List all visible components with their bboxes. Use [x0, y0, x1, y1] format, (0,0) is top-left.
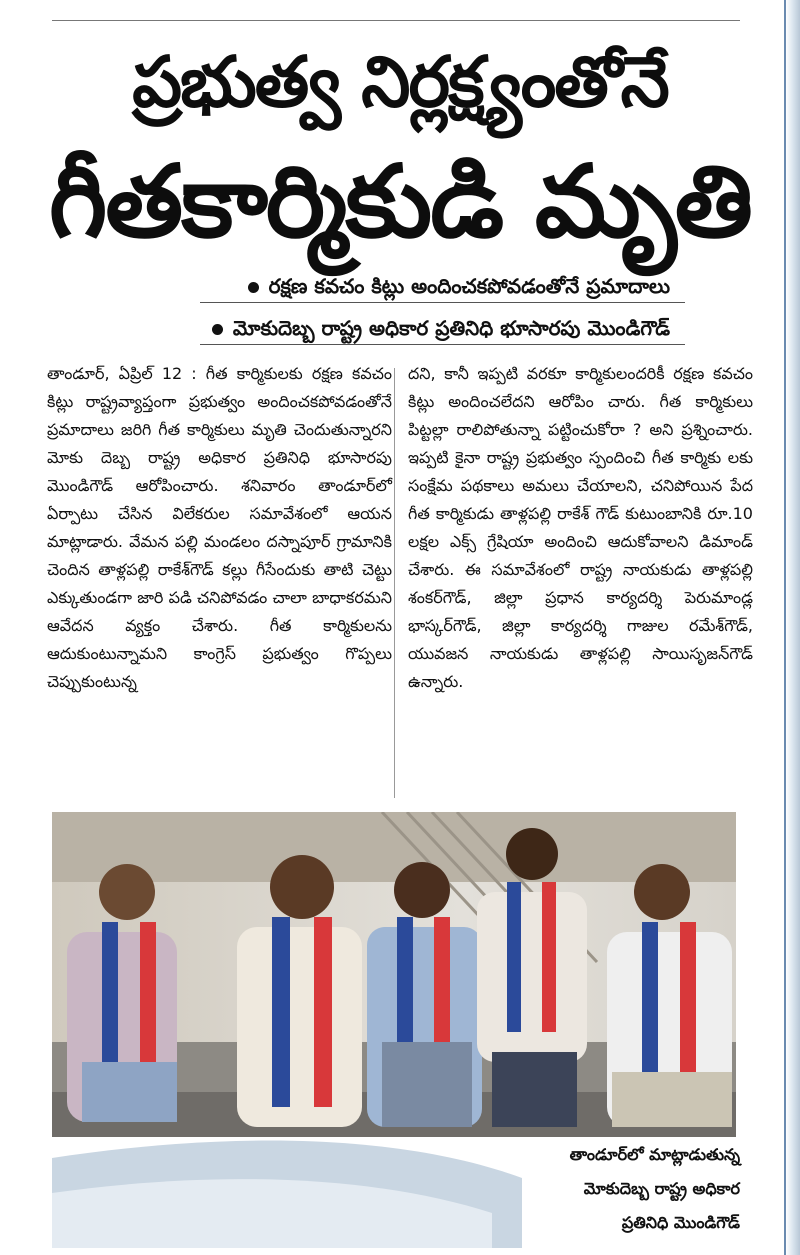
page-edge-shadow	[786, 0, 800, 1255]
subhead-1-text: రక్షణ కవచం కిట్లు అందించకపోవడంతోనే ప్రమాదాలు	[268, 274, 670, 298]
news-photo	[52, 812, 736, 1137]
column-divider	[394, 368, 395, 798]
article-column-right: దని, కానీ ఇప్పటి వరకూ కార్మికులందరికీ రక్షణ కవచం కిట్లు అందించలేదని ఆరోపిం చారు. గీత కార్మికులు పిట్టల్లా రాలిపోతున్నా పట్టించుకోరా ? అని ప్రశ్నించారు. ఇప్పటి కైనా రాష్ట్ర ప్రభుత్వం స్పందించి గీత కార్మికు లకు సంక్షేమ పథకాలు అమలు చేయాలని, చనిపోయిన పేద గీత కార్మికుడు తాళ్లపల్లి రాకేశ్ గౌడ్ కుటుంబానికి రూ.10 లక్షల ఎక్స్ గ్రేషియా అందించి ఆదుకోవాలని డిమాండ్ చేశారు. ఈ సమావేశంలో రాష్ట్ర నాయకుడు తాళ్లపల్లి శంకర్‌గౌడ్, జిల్లా ప్రధాన కార్యదర్శి పెరుమాండ్ల భాస్కర్‌గౌడ్, జిల్లా కార్యదర్శి గాజుల రమేశ్‌గౌడ్, యువజన నాయకుడు తాళ్లపల్లి సాయిసృజన్‌గౌడ్ ఉన్నారు.	[408, 364, 753, 691]
headline-line-2: గీతకార్మికుడి మృతి	[48, 143, 751, 260]
subhead-2	[212, 312, 670, 344]
subhead-2-text: మోకుదెబ్బ రాష్ట్ర అధికార ప్రతినిధి భూసారపు మొండిగౌడ్	[232, 316, 670, 340]
caption-line-3: ప్రతినిధి మొండిగౌడ్	[621, 1213, 740, 1232]
bullet-icon	[212, 324, 223, 335]
photo-caption	[500, 1138, 740, 1240]
caption-line-1: తాండూర్‌లో మాట్లాడుతున్న	[569, 1145, 740, 1164]
bullet-icon	[248, 282, 259, 293]
subhead-1-rule	[200, 302, 685, 303]
subhead-1	[248, 270, 670, 302]
caption-line-2: మోకుదెబ్బ రాష్ట్ర అధికార	[583, 1179, 740, 1198]
page-edge-line	[784, 0, 786, 1255]
article-column-left: తాండూర్, ఏప్రిల్ 12 : గీత కార్మికులకు రక్షణ కవచం కిట్లు రాష్ట్రవ్యాప్తంగా ప్రభుత్వం అందించకపోవడంతోనే ప్రమాదాలు జరిగి గీత కార్మికులు మృతి చెందుతున్నారని మోకు దెబ్బ రాష్ట్ర అధికార ప్రతినిధి భూసారపు మొండిగౌడ్ ఆరోపించారు. శనివారం తాండూర్‌లో ఏర్పాటు చేసిన విలేకరుల సమావేశంలో ఆయన మాట్లాడారు. వేమన పల్లి మండలం దస్నాపూర్ గ్రామానికి చెందిన తాళ్లపల్లి రాకేశ్‌గౌడ్ కల్లు గీసేందుకు తాటి చెట్టు ఎక్కుతుండగా జారి పడి చనిపోవడం చాలా బాధాకరమని ఆవేదన వ్యక్తం చేశారు. గీత కార్మికులను ఆదుకుంటున్నామని కాంగ్రెస్ ప్రభుత్వం గొప్పలు చెప్పుకుంటున్న	[47, 364, 392, 691]
subhead-2-rule	[200, 344, 685, 345]
headline-line-1: ప్రభుత్వ నిర్లక్ష్యంతోనే	[132, 41, 668, 123]
top-rule	[52, 20, 740, 21]
press-meet-photo	[52, 812, 736, 1137]
